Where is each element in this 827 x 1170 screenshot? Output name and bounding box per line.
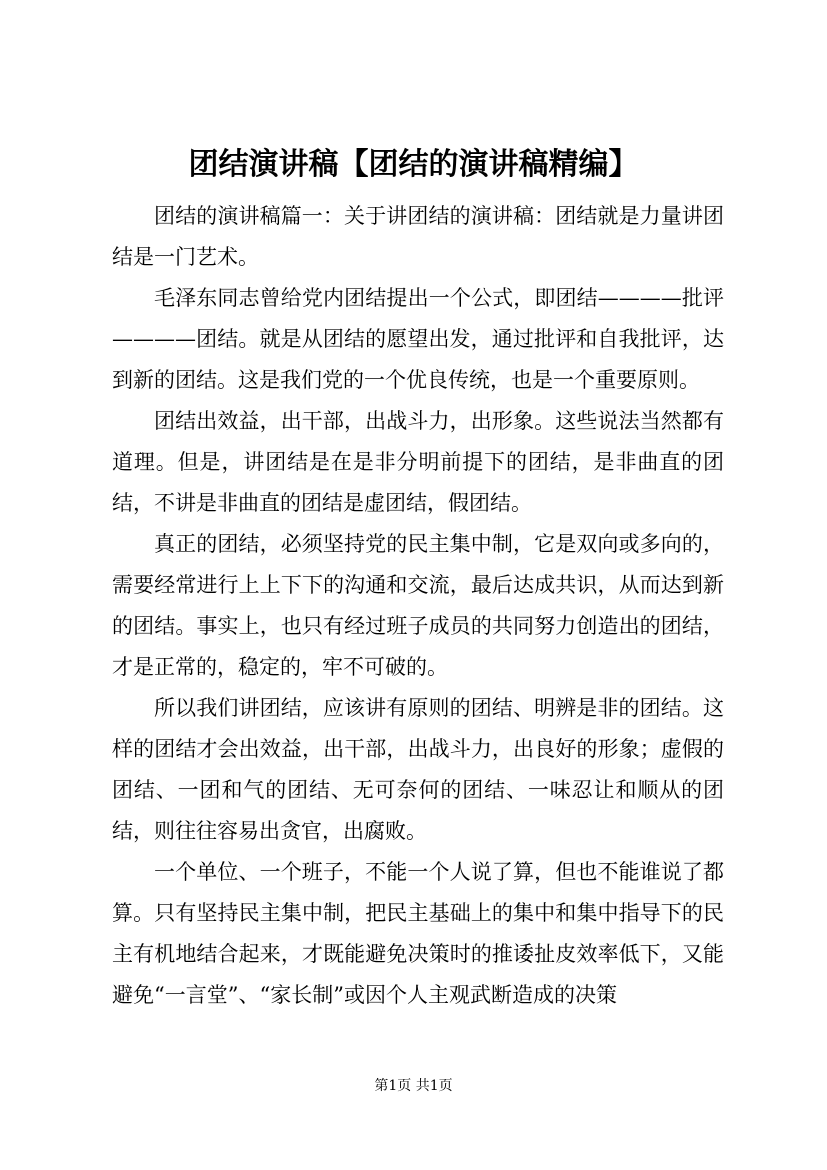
paragraph-1: 团结的演讲稿篇一：关于讲团结的演讲稿：团结就是力量讲团结是一门艺术。 — [112, 204, 724, 269]
paragraph-3: 团结出效益，出干部，出战斗力，出形象。这些说法当然都有道理。但是，讲团结是在是非分明前提下的团结，是非曲直的团结，不讲是非曲直的团结是虚团结，假团结。 — [112, 409, 724, 515]
document-body — [112, 196, 724, 1016]
paragraph-5: 所以我们讲团结，应该讲有原则的团结、明辨是非的团结。这样的团结才会出效益，出干部，出战斗力，出良好的形象；虚假的团结、一团和气的团结、无可奈何的团结、一味忍让和顺从的团结，则往往容易出贪官，出腐败。 — [112, 696, 724, 843]
paragraph-2: 毛泽东同志曾给党内团结提出一个公式，即团结————批评————团结。就是从团结的愿望出发，通过批评和自我批评，达到新的团结。这是我们党的一个优良传统，也是一个重要原则。 — [112, 286, 724, 392]
paragraph-4: 真正的团结，必须坚持党的民主集中制，它是双向或多向的，需要经常进行上上下下的沟通和交流，最后达成共识，从而达到新的团结。事实上，也只有经过班子成员的共同努力创造出的团结，才是正常的，稳定的，牢不可破的。 — [112, 532, 724, 679]
paragraph-6: 一个单位、一个班子，不能一个人说了算，但也不能谁说了都算。只有坚持民主集中制，把民主基础上的集中和集中指导下的民主有机地结合起来，才既能避免决策时的推诿扯皮效率低下，又能避免“一言堂”、“家长制”或因个人主观武断造成的决策 — [112, 860, 724, 1007]
page-number-footer: 第1页 共1页 — [374, 1078, 453, 1094]
document-title: 团结演讲稿【团结的演讲稿精编】 — [188, 147, 639, 182]
